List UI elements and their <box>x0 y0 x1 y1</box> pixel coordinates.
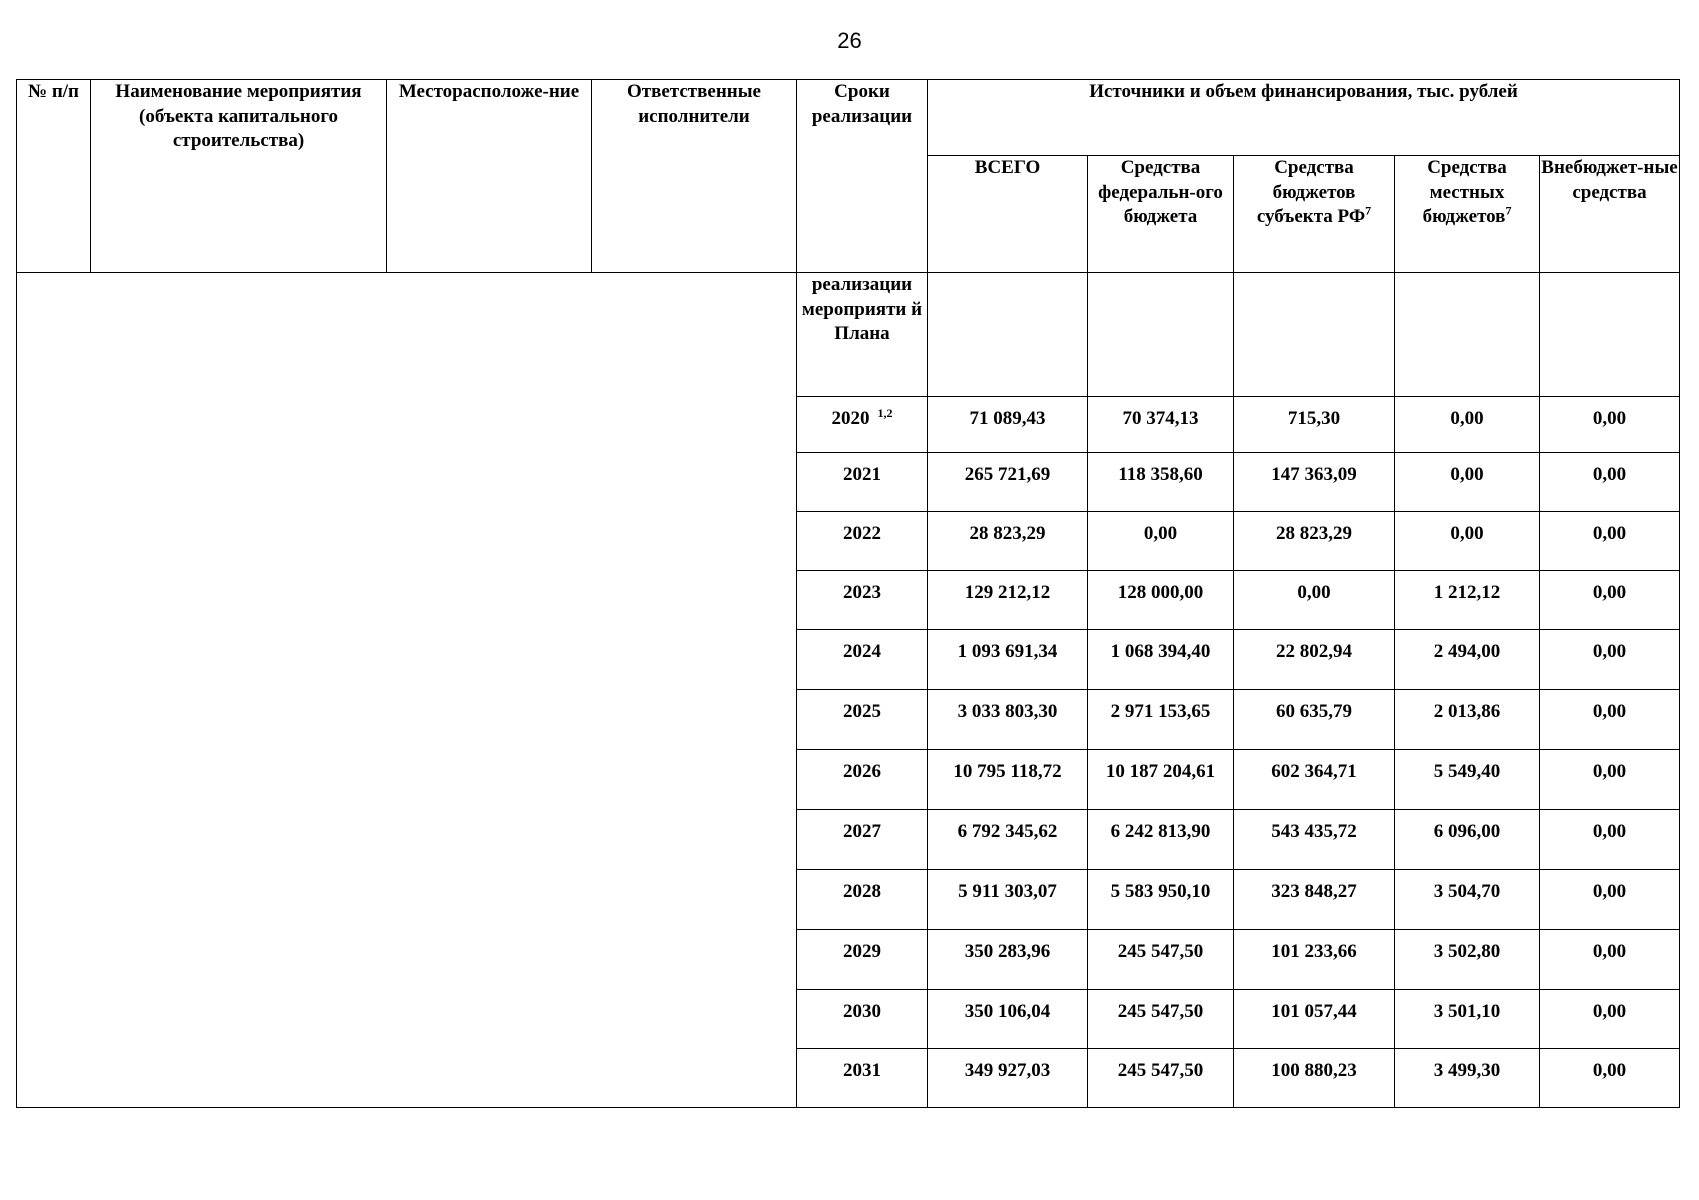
extrabudget-cell: 0,00 <box>1540 397 1680 453</box>
local-cell: 0,00 <box>1395 397 1540 453</box>
header-number: № п/п <box>17 80 91 273</box>
year-label: 2025 <box>843 701 881 722</box>
header-responsible: Ответственные исполнители <box>592 80 797 273</box>
total-cell: 349 927,03 <box>928 1049 1088 1108</box>
extrabudget-cell: 0,00 <box>1540 870 1680 930</box>
federal-cell: 128 000,00 <box>1088 571 1234 630</box>
footnote-marker: 1,2 <box>877 405 893 420</box>
year-cell <box>797 453 928 512</box>
term-label-row <box>17 273 1680 397</box>
extrabudget-cell: 0,00 <box>1540 990 1680 1049</box>
year-cell <box>797 930 928 990</box>
local-cell: 3 499,30 <box>1395 1049 1540 1108</box>
empty-cell <box>1395 273 1540 397</box>
header-sources: Источники и объем финансирования, тыс. рублей <box>928 80 1680 156</box>
header-subject <box>1234 156 1395 273</box>
subject-cell: 101 233,66 <box>1234 930 1395 990</box>
term-label: реализации мероприяти й Плана <box>797 273 928 397</box>
header-extrabudget: Внебюджет-ные средства <box>1540 156 1680 273</box>
header-local-label: Средства местных бюджетов <box>1422 157 1507 228</box>
empty-cell <box>1234 273 1395 397</box>
header-terms: Сроки реализации <box>797 80 928 273</box>
financing-table <box>16 79 1680 1108</box>
federal-cell: 1 068 394,40 <box>1088 630 1234 690</box>
total-cell: 10 795 118,72 <box>928 750 1088 810</box>
year-label: 2024 <box>843 641 881 662</box>
federal-cell: 245 547,50 <box>1088 1049 1234 1108</box>
footnote-marker: 7 <box>1505 204 1512 219</box>
total-cell: 129 212,12 <box>928 571 1088 630</box>
extrabudget-cell: 0,00 <box>1540 810 1680 870</box>
year-label: 2029 <box>843 941 881 962</box>
federal-cell: 10 187 204,61 <box>1088 750 1234 810</box>
extrabudget-cell: 0,00 <box>1540 630 1680 690</box>
header-location: Месторасположе-ние <box>387 80 592 273</box>
local-cell: 0,00 <box>1395 512 1540 571</box>
extrabudget-cell: 0,00 <box>1540 1049 1680 1108</box>
extrabudget-cell: 0,00 <box>1540 690 1680 750</box>
header-total: ВСЕГО <box>928 156 1088 273</box>
header-local <box>1395 156 1540 273</box>
empty-cell <box>1088 273 1234 397</box>
total-cell: 28 823,29 <box>928 512 1088 571</box>
subject-cell: 100 880,23 <box>1234 1049 1395 1108</box>
empty-cell <box>1540 273 1680 397</box>
federal-cell: 5 583 950,10 <box>1088 870 1234 930</box>
local-cell: 6 096,00 <box>1395 810 1540 870</box>
empty-block <box>17 273 797 1108</box>
header-federal: Средства федеральн-ого бюджета <box>1088 156 1234 273</box>
empty-cell <box>928 273 1088 397</box>
total-cell: 350 283,96 <box>928 930 1088 990</box>
total-cell: 6 792 345,62 <box>928 810 1088 870</box>
year-label: 2022 <box>843 523 881 544</box>
federal-cell: 2 971 153,65 <box>1088 690 1234 750</box>
year-cell <box>797 630 928 690</box>
header-name: Наименование мероприятия (объекта капитального строительства) <box>91 80 387 273</box>
subject-cell: 60 635,79 <box>1234 690 1395 750</box>
local-cell: 3 502,80 <box>1395 930 1540 990</box>
extrabudget-cell: 0,00 <box>1540 571 1680 630</box>
year-label: 2027 <box>843 821 881 842</box>
total-cell: 5 911 303,07 <box>928 870 1088 930</box>
local-cell: 2 013,86 <box>1395 690 1540 750</box>
federal-cell: 245 547,50 <box>1088 930 1234 990</box>
federal-cell: 245 547,50 <box>1088 990 1234 1049</box>
local-cell: 0,00 <box>1395 453 1540 512</box>
total-cell: 71 089,43 <box>928 397 1088 453</box>
footnote-marker: 7 <box>1365 204 1372 219</box>
extrabudget-cell: 0,00 <box>1540 750 1680 810</box>
header-subject-label: Средства бюджетов субъекта РФ <box>1256 157 1366 228</box>
local-cell: 5 549,40 <box>1395 750 1540 810</box>
subject-cell: 147 363,09 <box>1234 453 1395 512</box>
year-cell <box>797 690 928 750</box>
subject-cell: 602 364,71 <box>1234 750 1395 810</box>
page-number: 26 <box>837 28 862 53</box>
extrabudget-cell: 0,00 <box>1540 453 1680 512</box>
federal-cell: 6 242 813,90 <box>1088 810 1234 870</box>
subject-cell: 543 435,72 <box>1234 810 1395 870</box>
local-cell: 2 494,00 <box>1395 630 1540 690</box>
extrabudget-cell: 0,00 <box>1540 512 1680 571</box>
federal-cell: 0,00 <box>1088 512 1234 571</box>
year-label: 2030 <box>843 1001 881 1022</box>
year-label: 2026 <box>843 761 881 782</box>
year-cell <box>797 397 928 453</box>
year-cell <box>797 810 928 870</box>
local-cell: 1 212,12 <box>1395 571 1540 630</box>
subject-cell: 715,30 <box>1234 397 1395 453</box>
year-cell <box>797 571 928 630</box>
year-cell <box>797 990 928 1049</box>
subject-cell: 101 057,44 <box>1234 990 1395 1049</box>
federal-cell: 70 374,13 <box>1088 397 1234 453</box>
total-cell: 265 721,69 <box>928 453 1088 512</box>
year-cell <box>797 870 928 930</box>
year-cell <box>797 750 928 810</box>
subject-cell: 22 802,94 <box>1234 630 1395 690</box>
subject-cell: 0,00 <box>1234 571 1395 630</box>
extrabudget-cell: 0,00 <box>1540 930 1680 990</box>
total-cell: 350 106,04 <box>928 990 1088 1049</box>
year-label: 2021 <box>843 464 881 485</box>
subject-cell: 323 848,27 <box>1234 870 1395 930</box>
local-cell: 3 501,10 <box>1395 990 1540 1049</box>
year-label: 2031 <box>843 1060 881 1081</box>
year-label: 2020 <box>831 408 870 429</box>
subject-cell: 28 823,29 <box>1234 512 1395 571</box>
year-cell <box>797 1049 928 1108</box>
year-label: 2028 <box>843 881 881 902</box>
local-cell: 3 504,70 <box>1395 870 1540 930</box>
federal-cell: 118 358,60 <box>1088 453 1234 512</box>
total-cell: 1 093 691,34 <box>928 630 1088 690</box>
year-label: 2023 <box>843 582 881 603</box>
total-cell: 3 033 803,30 <box>928 690 1088 750</box>
year-cell <box>797 512 928 571</box>
